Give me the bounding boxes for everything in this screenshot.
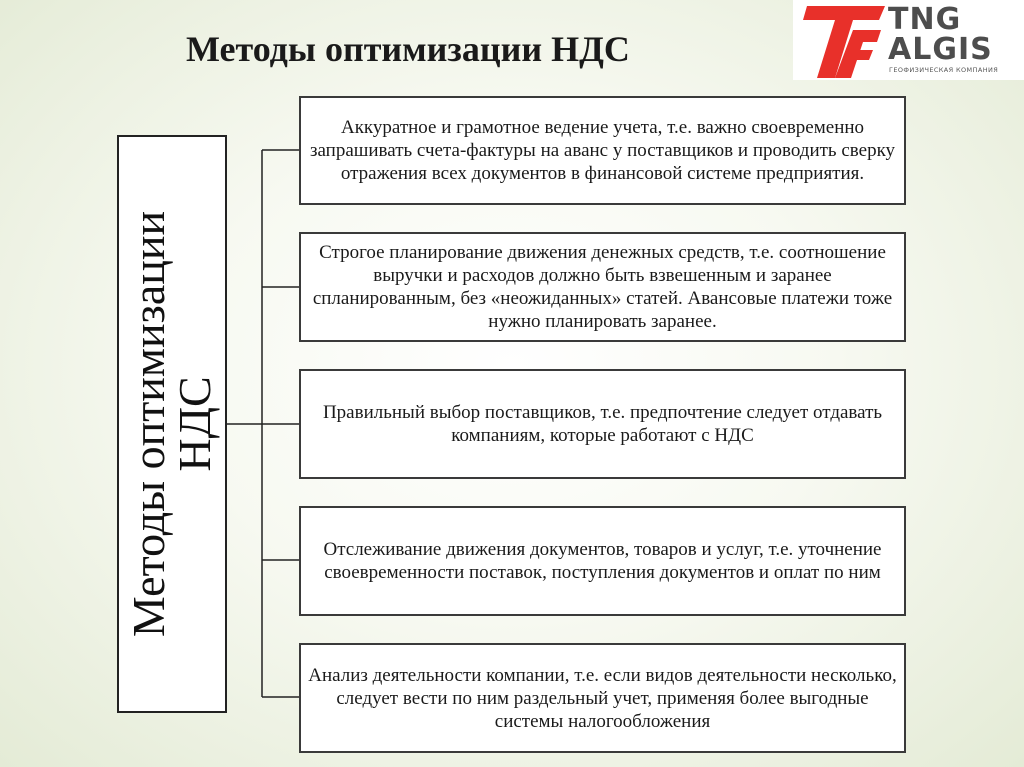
method-text-tracking: Отслеживание движения документов, товаров и услуг, т.е. уточнение своевременности поставок, поступления документов и оплат по ним: [323, 539, 882, 583]
root-label-line-1: Методы оптимизации: [123, 210, 174, 638]
root-category-label: [123, 139, 220, 709]
method-text-suppliers: Правильный выбор поставщиков, т.е. предпочтение следует отдавать компаниям, которые работают с НДС: [322, 402, 883, 446]
method-text-cashflow: Строгое планирование движения денежных средств, т.е. соотношение выручки и расходов должно быть взвешенным и заранее спланированным, без «неожиданных» статей. Авансовые платежи тоже нужно планировать заранее.: [312, 242, 893, 332]
root-label-line-2: НДС: [169, 376, 220, 472]
logo-line-1: TNG: [888, 2, 962, 37]
root-category-box: [117, 135, 227, 713]
method-box-tracking: [299, 506, 906, 616]
method-box-suppliers: [299, 369, 906, 479]
method-box-analysis: [299, 643, 906, 753]
logo-line-2: ALGIS: [888, 32, 993, 67]
method-box-accounting: [299, 96, 906, 205]
logo-subtitle: ГЕОФИЗИЧЕСКАЯ КОМПАНИЯ: [889, 66, 999, 74]
method-text-accounting: Аккуратное и грамотное ведение учета, т.е. важно своевременно запрашивать счета-фактуры на аванс у поставщиков и проводить сверку отражения всех документов в финансовой системе предприятия.: [309, 117, 896, 184]
slide-title: Методы оптимизации НДС: [186, 29, 630, 69]
method-text-analysis: Анализ деятельности компании, т.е. если видов деятельности несколько, следует вести по ним раздельный учет, применяя более выгодные системы налогообложения: [308, 664, 897, 732]
method-box-cashflow: [299, 232, 906, 342]
